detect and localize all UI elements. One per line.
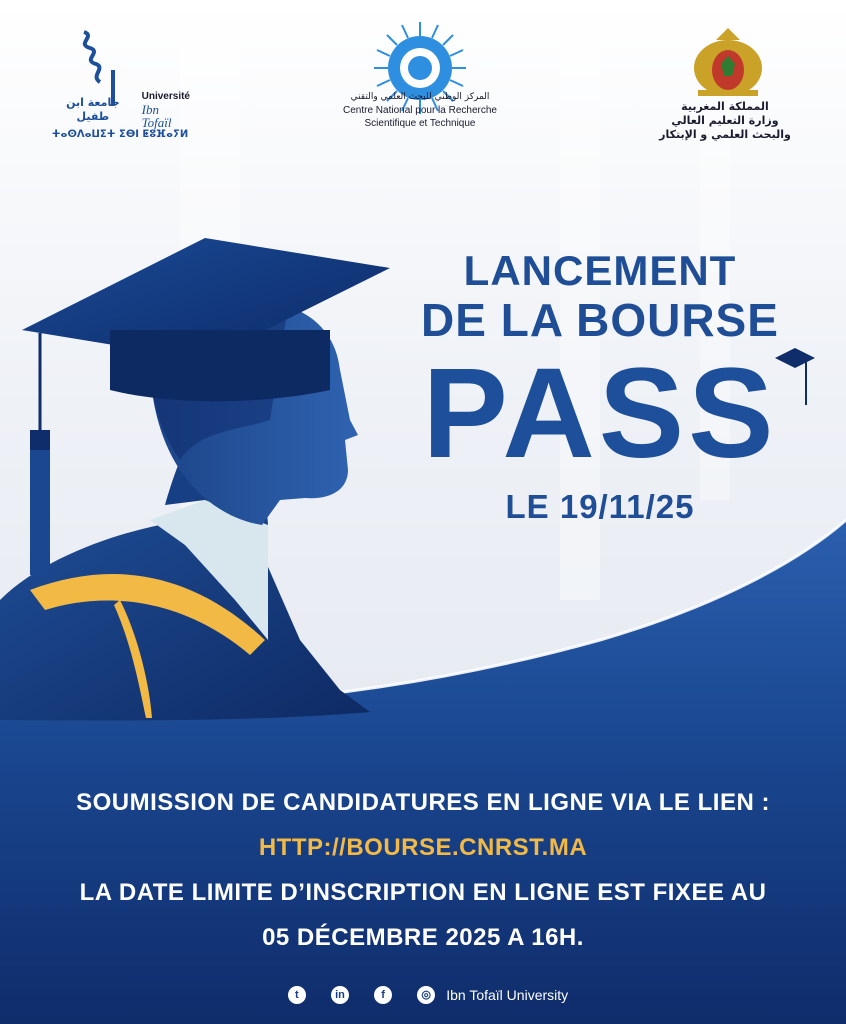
ibn-tofail-name-tifinagh: ⵜⴰⵙⴷⴰⵡⵉⵜ ⵉⴱⵏ ⵟⵓⴼⴰⵢⵍ (51, 129, 189, 140)
info-deadline-date: 05 DÉCEMBRE 2025 A 16H. (262, 924, 584, 951)
ibn-tofail-logo (50, 28, 190, 140)
info-deadline: LA DATE LIMITE D’INSCRIPTION EN LIGNE EST FIXEE AU (79, 879, 767, 906)
ibn-tofail-university-fr: Université (141, 91, 190, 102)
social-label: Ibn Tofaïl University (446, 986, 569, 1003)
instagram-icon[interactable]: ◎ (417, 986, 435, 1004)
ministry-line-1: المملكة المغربية (681, 100, 769, 113)
info-link[interactable]: HTTP://BOURSE.CNRST.MA (258, 834, 588, 861)
headline-pass: PASS (422, 342, 778, 485)
ministry-line-3: والبحث العلمي و الإبتكار (659, 128, 791, 141)
ibn-tofail-name-ar: جامعة ابن طفيل (66, 95, 120, 123)
linkedin-icon[interactable]: in (331, 986, 349, 1004)
graduate-illustration (0, 238, 390, 721)
ministry-line-2: وزارة التعليم العالي (671, 114, 779, 127)
facebook-icon[interactable]: f (374, 986, 392, 1004)
headline (380, 248, 820, 526)
info-block (0, 780, 846, 960)
ibn-tofail-name-fr: Ibn Tofaïl (141, 102, 172, 130)
social-bar (0, 984, 846, 1004)
headline-scholarship: DE LA BOURSE (421, 294, 779, 346)
headline-date: LE 19/11/25 (505, 488, 695, 525)
ministry-logo (650, 24, 800, 142)
cnrst-name-ar: المركز الوطني للبحث العلمي والتقني (350, 92, 490, 102)
cnrst-name-fr-1: Centre National pour la Recherche (343, 105, 497, 116)
cnrst-name-fr-2: Scientifique et Technique (364, 118, 476, 129)
headline-launch: LANCEMENT (463, 247, 737, 294)
cnrst-logo (330, 20, 510, 130)
twitter-icon[interactable]: t (288, 986, 306, 1004)
info-submission: SOUMISSION DE CANDIDATURES EN LIGNE VIA LE LIEN : (76, 789, 770, 816)
